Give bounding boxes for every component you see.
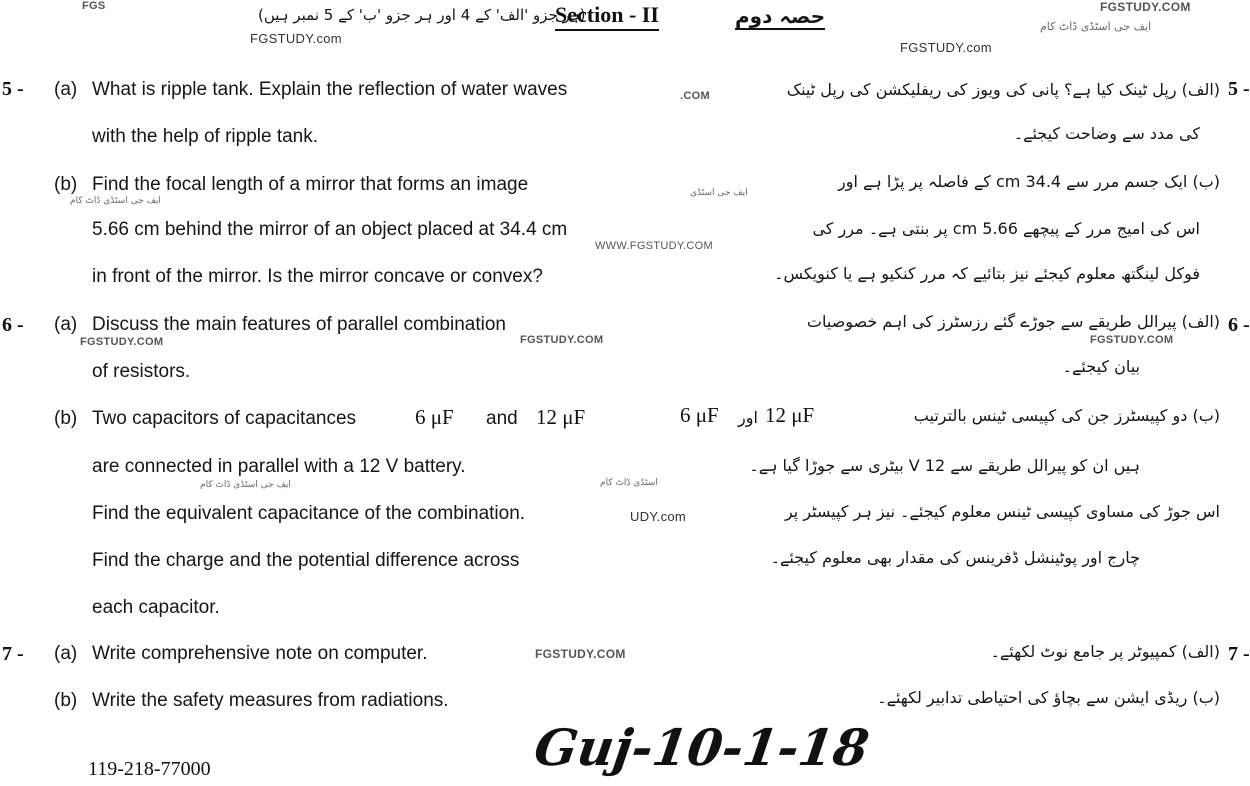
part-label: (a) <box>54 643 78 664</box>
watermark: اسٹڈی ڈاٹ کام <box>600 478 658 488</box>
english-line: each capacitor. <box>92 597 220 618</box>
urdu-line: (ب) دو کپیسٹرز جن کی کپیسی ٹینس بالترتیب <box>913 406 1220 425</box>
english-line: Find the focal length of a mirror that forms an image <box>92 174 529 195</box>
urdu-line: (الف) پیرالل طریقے سے جوڑے گئے رزسٹرز کی اہم خصوصیات <box>806 312 1220 331</box>
paper-code: 119-218-77000 <box>88 758 211 780</box>
english-line: Write comprehensive note on computer. <box>92 643 428 664</box>
english-line: are connected in parallel with a 12 V battery. <box>92 456 466 477</box>
section-title-urdu: حصہ دوم <box>735 4 826 28</box>
capacitance-value: 12 μF <box>536 405 586 429</box>
capacitance-value: 6 μF <box>415 405 454 429</box>
urdu-line: (ب) ایک جسم مرر سے 34.4 cm کے فاصلہ پر پڑا ہے اور <box>838 172 1220 191</box>
urdu-line: فوکل لینگتھ معلوم کیجئے نیز بتائیے کہ مرر کنکیو ہے یا کنویکس۔ <box>774 264 1200 283</box>
urdu-line: (الف) رپل ٹینک کیا ہے؟ پانی کی ویوز کی ریفلیکشن کی رپل ٹینک <box>786 80 1220 99</box>
watermark: ایف جی اسٹڈی ڈاٹ کام <box>200 480 291 490</box>
watermark: WWW.FGSTUDY.COM <box>595 240 713 252</box>
urdu-line: اس جوڑ کی مساوی کپیسی ٹینس معلوم کیجئے۔ نیز ہر کپیسٹر پر <box>784 502 1220 521</box>
watermark: UDY.com <box>630 509 687 524</box>
urdu-line: کی مدد سے وضاحت کیجئے۔ <box>1013 124 1200 143</box>
watermark-right-2: FGSTUDY.com <box>900 40 992 55</box>
english-line: Find the charge and the potential difference across <box>92 550 520 571</box>
question-number: 7 - <box>2 643 24 665</box>
question-number: 5 - <box>2 78 24 100</box>
watermark: FGSTUDY.COM <box>80 336 164 348</box>
urdu-line: (ب) ریڈی ایشن سے بچاؤ کی احتیاطی تدابیر لکھئے۔ <box>877 688 1220 707</box>
english-word: and <box>486 408 518 429</box>
question-number: 6 - <box>2 314 24 336</box>
question-number-urdu: 6 - <box>1228 314 1250 336</box>
urdu-line: بیان کیجئے۔ <box>1062 357 1140 376</box>
english-line: Two capacitors of capacitances <box>92 408 357 429</box>
part-label: (b) <box>54 174 78 195</box>
english-line: 5.66 cm behind the mirror of an object placed at 34.4 cm <box>92 219 568 240</box>
english-line: with the help of ripple tank. <box>92 126 319 147</box>
section-note-urdu: (ہر جزو 'الف' کے 4 اور ہر جزو 'ب' کے 5 نمبر ہیں) <box>258 6 586 24</box>
part-label: (b) <box>54 408 78 429</box>
watermark: FGSTUDY.COM <box>520 334 604 346</box>
watermark: .COM <box>680 90 710 102</box>
urdu-word: اور <box>738 408 758 427</box>
english-line: What is ripple tank. Explain the reflection of water waves <box>92 79 568 100</box>
urdu-line: ہیں ان کو پیرالل طریقے سے 12 V بیٹری سے جوڑا گیا ہے۔ <box>749 456 1140 475</box>
watermark-top-right: FGSTUDY.COM <box>1100 0 1191 14</box>
watermark: FGSTUDY.COM <box>1090 334 1174 346</box>
english-line: Write the safety measures from radiations. <box>92 690 449 711</box>
watermark: ایف جی اسٹڈی <box>690 188 748 198</box>
english-line: Find the equivalent capacitance of the combination. <box>92 503 526 524</box>
part-label: (a) <box>54 79 78 100</box>
question-number-urdu: 5 - <box>1228 78 1250 100</box>
english-line: Discuss the main features of parallel combination <box>92 314 506 335</box>
english-line: in front of the mirror. Is the mirror concave or convex? <box>92 266 543 287</box>
watermark-top-left-2: FGSTUDY.com <box>250 31 342 46</box>
urdu-line: اس کی امیج مرر کے پیچھے 5.66 cm پر بنتی ہے۔ مرر کی <box>812 219 1200 238</box>
watermark: FGSTUDY.COM <box>535 647 626 661</box>
capacitance-value-urdu: 12 μF <box>765 403 815 427</box>
english-line: of resistors. <box>92 361 191 382</box>
watermark-top-right-urdu: ایف جی اسٹڈی ڈاٹ کام <box>1040 20 1152 33</box>
section-title: Section - II <box>555 2 659 31</box>
question-number-urdu: 7 - <box>1228 643 1250 665</box>
part-label: (a) <box>54 314 78 335</box>
urdu-line: (الف) کمپیوٹر پر جامع نوٹ لکھئے۔ <box>990 642 1220 661</box>
urdu-line: چارج اور پوٹینشل ڈفرینس کی مقدار بھی معلوم کیجئے۔ <box>770 548 1140 567</box>
handwritten-date: Guj-10-1-18 <box>530 718 873 777</box>
part-label: (b) <box>54 690 78 711</box>
capacitance-value-urdu: 6 μF <box>680 403 719 427</box>
watermark: ایف جی اسٹڈی ڈاٹ کام <box>70 196 161 206</box>
watermark-top-left: FGS <box>82 0 106 12</box>
